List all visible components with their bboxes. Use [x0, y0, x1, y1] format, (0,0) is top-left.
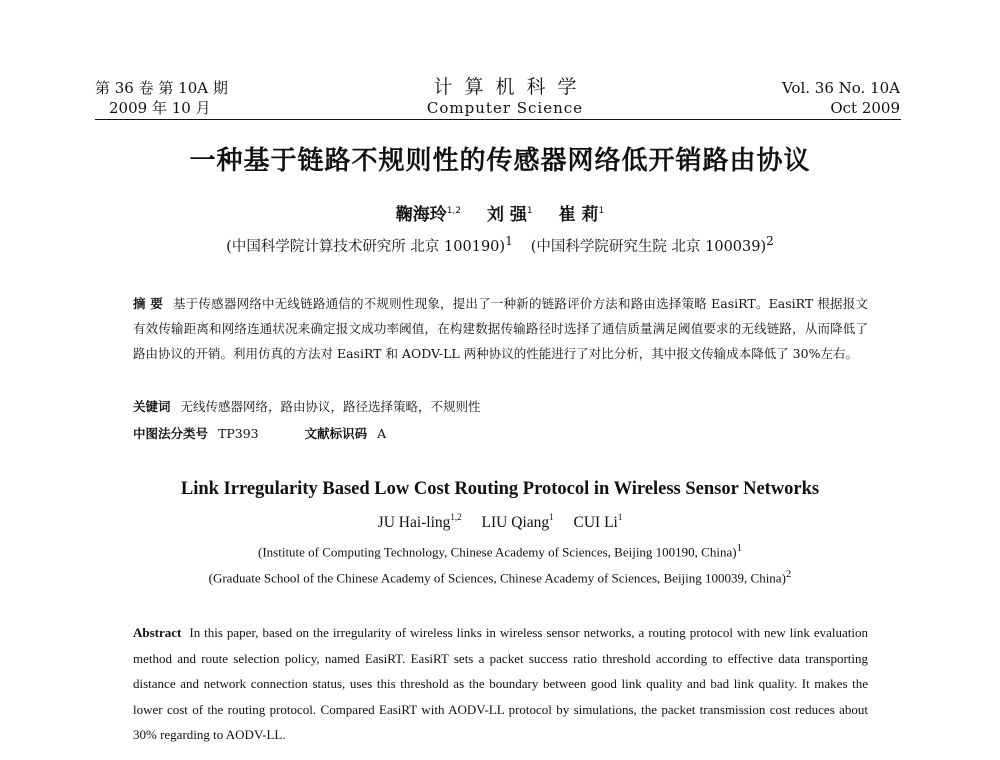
affiliation-mark: 2 — [766, 234, 774, 248]
date-en: Oct 2009 — [830, 99, 900, 117]
author-en — [574, 514, 623, 531]
journal-name-cn: 计算机科学 — [433, 76, 589, 98]
author-name: 刘 强 — [487, 205, 527, 225]
clc-code: TP393 — [218, 426, 259, 441]
doc-code-label: 文献标识码 — [304, 426, 368, 441]
author-name: JU Hai-ling — [377, 514, 451, 531]
header-divider — [95, 119, 901, 120]
affiliation-en: (Graduate School of the Chinese Academy of Sciences, Chinese Academy of Sciences, Beijing 100039, China) — [208, 570, 786, 586]
affiliation-mark: 2 — [785, 568, 792, 580]
author-name: 鞠海玲 — [395, 205, 447, 225]
doc-code: A — [377, 426, 387, 441]
clc-label: 中图法分类号 — [133, 426, 209, 441]
abstract-cn — [133, 291, 868, 366]
author-name: CUI Li — [573, 514, 618, 531]
author-name: LIU Qiang — [481, 514, 550, 531]
keywords-label-cn: 关键词 — [133, 399, 171, 414]
abstract-text-cn: 基于传感器网络中无线链路通信的不规则性现象，提出了一种新的链路评价方法和路由选择策略 EasiRT。EasiRT 根据报文有效传输距离和网络连通状况来确定报文成功率阈值，在构建数据传输路径时选择了通信质量满足阈值要求的无线链路，从而降低了路由协议的开销。利用仿真的方法对 EasiRT 和 AODV-LL 两种协议的性能进行了对比分析，其中报文传输成本降低了 30%左右。 — [133, 296, 868, 361]
classification-cn — [133, 424, 868, 444]
author-cn — [559, 205, 605, 225]
author-cn — [396, 205, 461, 225]
affiliation-en: (Institute of Computing Technology, Chinese Academy of Sciences, Beijing 100190, China) — [258, 544, 737, 560]
journal-volume-en — [700, 78, 900, 118]
affiliation-en-2 — [80, 568, 920, 586]
affiliation-mark: 1 — [505, 234, 513, 248]
paper-title-en: Link Irregularity Based Low Cost Routing Protocol in Wireless Sensor Networks — [180, 479, 820, 499]
affiliation-mark: 1 — [736, 542, 742, 554]
abstract-label-en: Abstract — [133, 625, 182, 640]
author-name: 崔 莉 — [558, 205, 599, 225]
affiliation-cn: (中国科学院研究生院 北京 100039) — [530, 238, 767, 255]
author-en — [378, 514, 462, 531]
abstract-text-en: In this paper, based on the irregularity of wireless links in wireless sensor networks, a routing protocol with new link evaluation method and route selection policy, named EasiRT. EasiRT sets a packet success ratio threshold according to effective data transporting distance and network connection status, uses this threshold as the boundary between good link quality and bad link quality. It makes the lower cost of the routing protocol. Compared EasiRT with AODV-LL protocol by simulations, the packet transmission cost reduces about 30% regarding to AODV-LL. — [133, 625, 868, 742]
author-affiliation-mark: 1 — [526, 206, 533, 216]
keywords-text-cn: 无线传感器网络，路由协议，路径选择策略，不规则性 — [180, 399, 481, 414]
author-affiliation-mark: 1 — [598, 206, 605, 216]
abstract-en — [133, 620, 868, 748]
paper-title-cn: 一种基于链路不规则性的传感器网络低开销路由协议 — [189, 146, 811, 176]
author-list-en — [80, 512, 920, 532]
author-list-cn — [80, 200, 920, 225]
affiliation-en-1 — [80, 542, 920, 560]
volume-issue-en: Vol. 36 No. 10A — [781, 79, 900, 97]
author-cn — [487, 205, 533, 225]
affiliation-cn: (中国科学院计算技术研究所 北京 100190) — [226, 238, 506, 255]
author-affiliation-mark: 1,2 — [446, 206, 462, 216]
journal-name-en: Computer Science — [426, 99, 584, 117]
journal-volume-cn — [95, 78, 295, 118]
journal-name — [360, 76, 650, 118]
author-affiliation-mark: 1 — [549, 512, 554, 522]
author-affiliation-mark: 1,2 — [450, 512, 462, 522]
date-cn: 2009 年 10 月 — [109, 99, 211, 117]
affiliations-cn — [80, 234, 920, 256]
author-affiliation-mark: 1 — [617, 512, 623, 522]
volume-issue-cn: 第 36 卷 第 10A 期 — [95, 79, 228, 97]
keywords-cn — [133, 397, 868, 417]
abstract-label-cn: 摘 要 — [133, 296, 163, 311]
author-en — [482, 514, 554, 531]
